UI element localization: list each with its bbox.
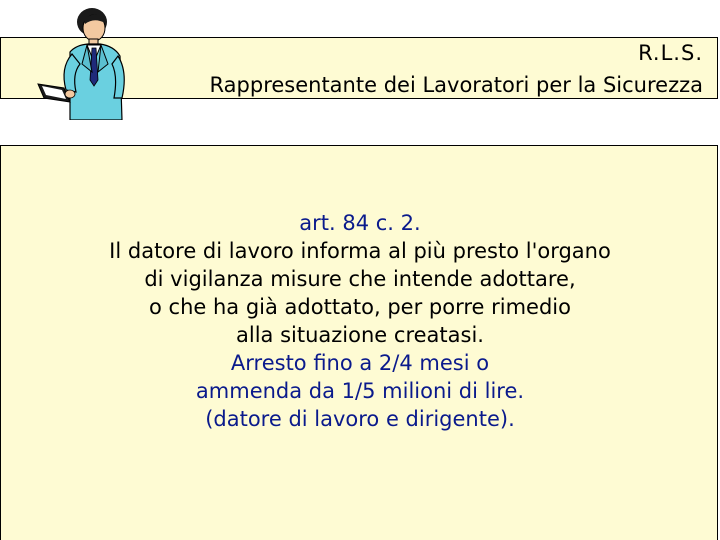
body-text <box>1 209 719 433</box>
page-subtitle: Rappresentante dei Lavoratori per la Sicurezza <box>209 73 703 97</box>
penalty-line: Arresto fino a 2/4 mesi o <box>230 351 490 375</box>
body-line: Il datore di lavoro informa al più presto l'organo <box>109 239 611 263</box>
content-box <box>0 145 718 540</box>
body-line: alla situazione creatasi. <box>236 323 484 347</box>
body-line: o che ha già adottato, per porre rimedio <box>149 295 571 319</box>
penalty-line: ammenda da 1/5 milioni di lire. <box>195 379 525 403</box>
man-reading-book-icon <box>30 2 140 120</box>
penalty-line: (datore di lavoro e dirigente). <box>205 407 515 431</box>
article-reference: art. 84 c. 2. <box>299 211 421 235</box>
body-line: di vigilanza misure che intende adottare, <box>144 267 576 291</box>
page-title: R.L.S. <box>638 41 703 65</box>
